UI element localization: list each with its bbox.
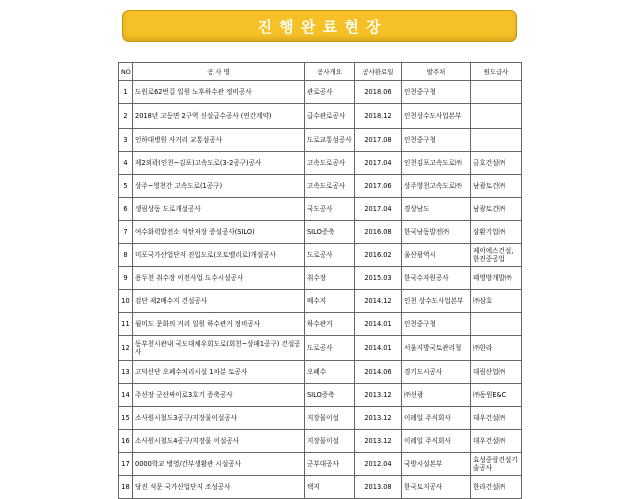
cell-project-type: 관로공사 — [305, 81, 355, 104]
cell-no: 9 — [119, 267, 133, 290]
cell-contractor: 남광토건㈜ — [471, 198, 522, 221]
cell-project-type: 오폐수 — [305, 361, 355, 384]
cell-project-name: 소사원시철도4공구/지장물 이설공사 — [133, 430, 305, 453]
table-row — [119, 453, 522, 476]
cell-project-name: 상주~영천간 고속도로(1공구) — [133, 175, 305, 198]
table-row — [119, 361, 522, 384]
cell-no: 17 — [119, 453, 133, 476]
cell-contractor — [471, 104, 522, 129]
cell-contractor: 금호건설㈜ — [471, 152, 522, 175]
cell-no: 1 — [119, 81, 133, 104]
cell-client: 인천 상수도사업본부 — [402, 290, 471, 313]
column-header-client: 발주처 — [402, 63, 471, 81]
table-row — [119, 336, 522, 361]
cell-project-type: 하수관거 — [305, 313, 355, 336]
cell-client: 인천중구청 — [402, 129, 471, 152]
cell-contractor: ㈜한라 — [471, 336, 522, 361]
cell-completion-date: 2017.08 — [355, 129, 402, 152]
cell-no: 13 — [119, 361, 133, 384]
table-row — [119, 221, 522, 244]
cell-contractor: 한라건설㈜ — [471, 476, 522, 499]
cell-contractor — [471, 313, 522, 336]
cell-project-name: 제2외곽(인천~김포)고속도로(3-2공구)공사 — [133, 152, 305, 175]
table-header-row — [119, 63, 522, 81]
cell-contractor: 제이에스건설, 한진중공업 — [471, 244, 522, 267]
cell-contractor: 효성중랑건설기술공사 — [471, 453, 522, 476]
table-row — [119, 384, 522, 407]
cell-project-type: 급수관로공사 — [305, 104, 355, 129]
cell-completion-date: 2014.01 — [355, 336, 402, 361]
cell-no: 4 — [119, 152, 133, 175]
cell-no: 16 — [119, 430, 133, 453]
cell-client: 인천중구청 — [402, 81, 471, 104]
cell-contractor: 태영방개발㈜ — [471, 267, 522, 290]
cell-project-name: 0000학교 병영/간부생활관 시설공사 — [133, 453, 305, 476]
cell-project-type: 도로공사 — [305, 336, 355, 361]
cell-contractor: ㈜삼호 — [471, 290, 522, 313]
page-title: 진 행 완 료 현 장 — [257, 17, 382, 36]
cell-no: 10 — [119, 290, 133, 313]
table-row — [119, 175, 522, 198]
cell-completion-date: 2013.12 — [355, 407, 402, 430]
cell-contractor: 대우건설㈜ — [471, 407, 522, 430]
cell-no: 18 — [119, 476, 133, 499]
cell-completion-date: 2018.12 — [355, 104, 402, 129]
cell-completion-date: 2017.04 — [355, 152, 402, 175]
cell-completion-date: 2013.12 — [355, 384, 402, 407]
cell-completion-date: 2016.02 — [355, 244, 402, 267]
cell-project-name: 주선장 군산싸이로3호기 증축공사 — [133, 384, 305, 407]
cell-client: 이레일 주식회사 — [402, 407, 471, 430]
cell-completion-date: 2017.04 — [355, 198, 402, 221]
table-row — [119, 129, 522, 152]
cell-client: ㈜선광 — [402, 384, 471, 407]
cell-project-type: SILO증축 — [305, 221, 355, 244]
cell-client: 이레일 주식회사 — [402, 430, 471, 453]
cell-completion-date: 2014.01 — [355, 313, 402, 336]
cell-contractor: ㈜동원E&C — [471, 384, 522, 407]
cell-completion-date: 2012.04 — [355, 453, 402, 476]
cell-client: 상주영천고속도로㈜ — [402, 175, 471, 198]
cell-client: 인천상수도사업본부 — [402, 104, 471, 129]
column-header-date: 공사완료일 — [355, 63, 402, 81]
cell-contractor — [471, 129, 522, 152]
column-header-name: 공 사 명 — [133, 63, 305, 81]
table-row — [119, 152, 522, 175]
cell-client: 한국토지공사 — [402, 476, 471, 499]
column-header-type: 공사개요 — [305, 63, 355, 81]
cell-project-name: 여수화력발전소 석탄저장 증설공사(SILO) — [133, 221, 305, 244]
cell-contractor: 대우건설㈜ — [471, 430, 522, 453]
cell-project-name: 2018년 고등면 2구역 신설급수공사 (연간계약) — [133, 104, 305, 129]
cell-project-name: 동부천시관내 국도대체우회도로(회천~상패1공구) 건설공사 — [133, 336, 305, 361]
table-row — [119, 198, 522, 221]
cell-project-type: SILO증축 — [305, 384, 355, 407]
cell-contractor — [471, 81, 522, 104]
cell-no: 11 — [119, 313, 133, 336]
cell-completion-date: 2015.03 — [355, 267, 402, 290]
cell-no: 15 — [119, 407, 133, 430]
cell-client: 한국수자원공사 — [402, 267, 471, 290]
table-row — [119, 313, 522, 336]
table-row — [119, 244, 522, 267]
cell-no: 8 — [119, 244, 133, 267]
cell-project-type: 국도공사 — [305, 198, 355, 221]
cell-project-type: 지장물이설 — [305, 407, 355, 430]
cell-project-type: 도로공사 — [305, 244, 355, 267]
table-row — [119, 81, 522, 104]
cell-completion-date: 2017.06 — [355, 175, 402, 198]
cell-no: 2 — [119, 104, 133, 129]
cell-project-name: 생림상동 도로개설공사 — [133, 198, 305, 221]
cell-project-type: 고속도로공사 — [305, 175, 355, 198]
cell-project-name: 인하대병원 사거리 교통섬공사 — [133, 129, 305, 152]
cell-completion-date: 2018.06 — [355, 81, 402, 104]
cell-completion-date: 2016.08 — [355, 221, 402, 244]
table-row — [119, 407, 522, 430]
cell-client: 인천중구청 — [402, 313, 471, 336]
cell-client: 국방시설본부 — [402, 453, 471, 476]
table-body — [119, 81, 522, 499]
cell-project-name: 도원로62번길 일원 노후하수관 정비공사 — [133, 81, 305, 104]
cell-project-name: 고덕산단 오폐수처리시설 1차분 토공사 — [133, 361, 305, 384]
cell-no: 5 — [119, 175, 133, 198]
column-header-contractor: 원도급사 — [471, 63, 522, 81]
cell-client: 경상남도 — [402, 198, 471, 221]
table-row — [119, 104, 522, 129]
table-row — [119, 476, 522, 499]
table-row — [119, 430, 522, 453]
cell-project-type: 도로교통섬공사 — [305, 129, 355, 152]
cell-contractor: 대림산업㈜ — [471, 361, 522, 384]
cell-no: 12 — [119, 336, 133, 361]
cell-completion-date: 2013.08 — [355, 476, 402, 499]
cell-project-type: 군부대공사 — [305, 453, 355, 476]
cell-completion-date: 2014.06 — [355, 361, 402, 384]
cell-completion-date: 2013.12 — [355, 430, 402, 453]
cell-client: 서울지방국토관리청 — [402, 336, 471, 361]
cell-no: 6 — [119, 198, 133, 221]
cell-project-type: 지장물이설 — [305, 430, 355, 453]
cell-project-name: 미포국가산업단지 진입도로(오토밸리로)개설공사 — [133, 244, 305, 267]
page-title-banner — [122, 10, 517, 42]
project-table — [118, 62, 522, 499]
cell-contractor: 삼환기업㈜ — [471, 221, 522, 244]
cell-project-type: 취수장 — [305, 267, 355, 290]
cell-project-type: 고속도로공사 — [305, 152, 355, 175]
cell-contractor: 남광토건㈜ — [471, 175, 522, 198]
cell-no: 14 — [119, 384, 133, 407]
cell-no: 7 — [119, 221, 133, 244]
cell-project-type: 택지 — [305, 476, 355, 499]
cell-project-type: 배수지 — [305, 290, 355, 313]
cell-project-name: 용두천 취수장 이전사업 도수시설공사 — [133, 267, 305, 290]
cell-project-name: 검단 제2배수지 건설공사 — [133, 290, 305, 313]
cell-client: 인천김포고속도로㈜ — [402, 152, 471, 175]
cell-completion-date: 2014.12 — [355, 290, 402, 313]
table-row — [119, 290, 522, 313]
cell-project-name: 월미도 문화의 거리 일원 하수관거 정비공사 — [133, 313, 305, 336]
cell-project-name: 소사원시철도3공구/지장물이설공사 — [133, 407, 305, 430]
table-row — [119, 267, 522, 290]
cell-client: 한국남동발전㈜ — [402, 221, 471, 244]
cell-client: 울산광역시 — [402, 244, 471, 267]
cell-client: 경기도시공사 — [402, 361, 471, 384]
column-header-no: NO — [119, 63, 133, 81]
cell-project-name: 당진 석문 국가산업단지 조성공사 — [133, 476, 305, 499]
cell-no: 3 — [119, 129, 133, 152]
